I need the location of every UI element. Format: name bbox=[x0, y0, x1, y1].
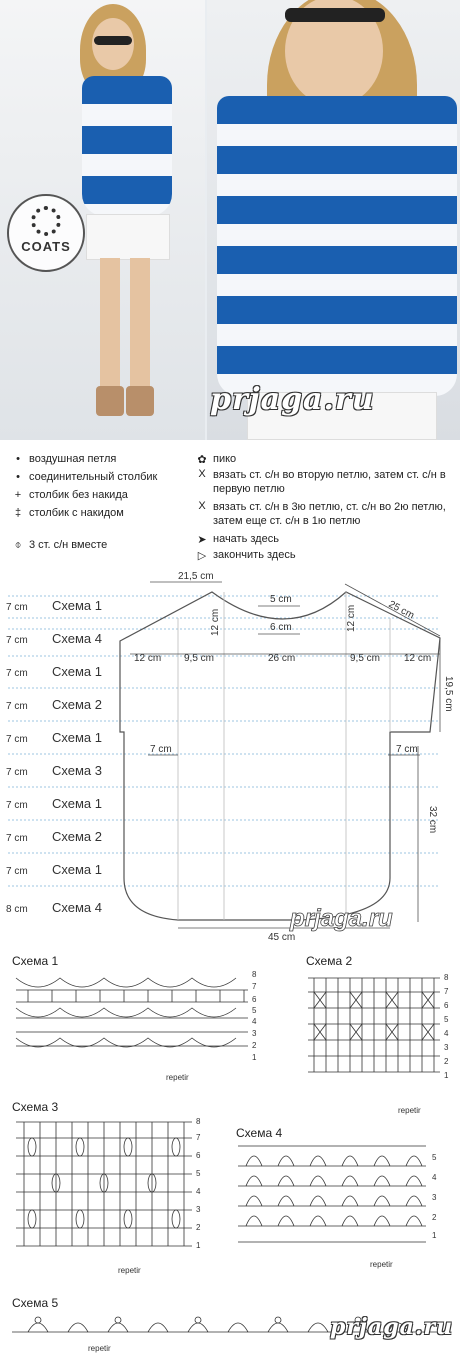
sweater bbox=[82, 76, 172, 216]
row-number: 5 bbox=[432, 1153, 437, 1162]
row-schema-name: Схема 2 bbox=[52, 697, 102, 712]
double-crochet-icon: ‡ bbox=[14, 507, 22, 519]
chart-title: Схема 5 bbox=[12, 1296, 59, 1310]
row-height: 7 cm bbox=[6, 668, 28, 679]
chart-title: Схема 2 bbox=[306, 954, 353, 968]
row-height: 7 cm bbox=[6, 767, 28, 778]
row-number: 3 bbox=[432, 1193, 437, 1202]
row-number: 5 bbox=[252, 1006, 257, 1015]
single-crochet-icon: + bbox=[14, 489, 22, 501]
repeat-label: repetir bbox=[118, 1266, 141, 1275]
svg-text:7 cm: 7 cm bbox=[396, 744, 418, 755]
legend-item: + столбик без накида bbox=[10, 488, 128, 502]
garment-schema bbox=[0, 566, 460, 950]
chart-schema-4 bbox=[226, 1138, 456, 1258]
start-arrow-icon: ➤ bbox=[197, 533, 207, 546]
row-number: 5 bbox=[444, 1015, 449, 1024]
sunglasses-icon bbox=[94, 36, 132, 45]
row-number: 2 bbox=[196, 1223, 201, 1232]
row-number: 6 bbox=[196, 1151, 201, 1160]
triple-crossed-stitch-icon: X bbox=[198, 500, 206, 512]
row-number: 8 bbox=[196, 1117, 201, 1126]
legend-item: • воздушная петля bbox=[10, 452, 116, 466]
watermark: prjaga.ru bbox=[210, 382, 375, 417]
svg-text:5 cm: 5 cm bbox=[270, 594, 292, 605]
svg-text:12 cm: 12 cm bbox=[404, 653, 432, 664]
svg-text:9,5 cm: 9,5 cm bbox=[350, 653, 381, 664]
row-height: 7 cm bbox=[6, 833, 28, 844]
row-schema-name: Схема 1 bbox=[52, 796, 102, 811]
picot-icon: ✿ bbox=[197, 453, 207, 466]
row-number: 6 bbox=[444, 1001, 449, 1010]
left-leg bbox=[100, 258, 120, 388]
row-number: 7 bbox=[252, 982, 257, 991]
watermark: prjaga.ru bbox=[290, 905, 393, 932]
row-height: 7 cm bbox=[6, 734, 28, 745]
row-schema-name: Схема 4 bbox=[52, 631, 102, 646]
svg-text:6 cm: 6 cm bbox=[270, 622, 292, 633]
svg-text:7 cm: 7 cm bbox=[150, 744, 172, 755]
legend-item: • соединительный столбик bbox=[10, 470, 157, 484]
chart-schema-1 bbox=[8, 968, 264, 1072]
cluster-icon: ⌽ bbox=[14, 538, 22, 551]
sunglasses-icon bbox=[285, 8, 385, 22]
legend-item: ‡ столбик с накидом bbox=[10, 506, 124, 520]
legend-item: ⌽ 3 ст. с/н вместе bbox=[10, 538, 107, 552]
row-schema-name: Схема 2 bbox=[52, 829, 102, 844]
chart-title: Схема 1 bbox=[12, 954, 59, 968]
svg-text:25 cm: 25 cm bbox=[386, 598, 416, 622]
row-schema-name: Схема 4 bbox=[52, 900, 102, 915]
end-arrow-icon: ▷ bbox=[197, 549, 207, 562]
row-number: 7 bbox=[444, 987, 449, 996]
row-number: 2 bbox=[252, 1041, 257, 1050]
slip-stitch-icon: • bbox=[16, 471, 20, 483]
repeat-label: repetir bbox=[370, 1260, 393, 1269]
row-number: 5 bbox=[196, 1169, 201, 1178]
svg-text:12 cm: 12 cm bbox=[210, 608, 221, 636]
model-photo-closeup bbox=[207, 0, 460, 440]
stitch-charts bbox=[0, 950, 460, 1357]
row-schema-name: Схема 1 bbox=[52, 664, 102, 679]
legend-item: ▷ закончить здесь bbox=[194, 548, 296, 562]
row-height: 7 cm bbox=[6, 800, 28, 811]
row-number: 1 bbox=[252, 1053, 257, 1062]
row-schema-name: Схема 1 bbox=[52, 598, 102, 613]
chart-title: Схема 3 bbox=[12, 1100, 59, 1114]
row-height: 7 cm bbox=[6, 866, 28, 877]
row-number: 2 bbox=[444, 1057, 449, 1066]
row-number: 8 bbox=[252, 970, 257, 979]
row-markers bbox=[6, 598, 102, 915]
row-number: 3 bbox=[444, 1043, 449, 1052]
row-height: 7 cm bbox=[6, 602, 28, 613]
coats-logo bbox=[7, 194, 85, 272]
garment-outline bbox=[120, 592, 440, 920]
svg-text:19,5 cm: 19,5 cm bbox=[443, 676, 454, 712]
svg-text:45 cm: 45 cm bbox=[268, 932, 296, 943]
row-number: 1 bbox=[432, 1231, 437, 1240]
row-number: 2 bbox=[432, 1213, 437, 1222]
right-shoe bbox=[126, 386, 154, 416]
row-number: 4 bbox=[252, 1017, 257, 1026]
repeat-label: repetir bbox=[166, 1073, 189, 1082]
chart-title: Схема 4 bbox=[236, 1126, 283, 1140]
dimension-lines bbox=[130, 582, 440, 928]
legend-item: ✿ пико bbox=[194, 452, 236, 466]
row-number: 4 bbox=[432, 1173, 437, 1182]
knot-icon bbox=[31, 206, 61, 236]
shorts bbox=[86, 214, 170, 260]
row-number: 8 bbox=[444, 973, 449, 982]
repeat-label: repetir bbox=[88, 1344, 111, 1353]
left-shoe bbox=[96, 386, 124, 416]
row-number: 1 bbox=[196, 1241, 201, 1250]
crossed-stitch-icon: X bbox=[198, 468, 206, 480]
row-height: 7 cm bbox=[6, 635, 28, 646]
svg-text:12 cm: 12 cm bbox=[134, 653, 162, 664]
row-number: 3 bbox=[252, 1029, 257, 1038]
row-number: 4 bbox=[196, 1187, 201, 1196]
legend-item: X вязать ст. с/н в 3ю петлю, ст. с/н во 2ю петлю, затем еще ст. с/н в 1ю петлю bbox=[194, 500, 460, 528]
dimension-labels bbox=[134, 571, 454, 943]
row-number: 4 bbox=[444, 1029, 449, 1038]
row-number: 1 bbox=[444, 1071, 449, 1080]
row-schema-name: Схема 1 bbox=[52, 862, 102, 877]
legend-item: X вязать ст. с/н во вторую петлю, затем ст. с/н в первую петлю bbox=[194, 468, 455, 496]
svg-text:26 cm: 26 cm bbox=[268, 653, 296, 664]
row-number: 7 bbox=[196, 1133, 201, 1142]
row-schema-name: Схема 1 bbox=[52, 730, 102, 745]
chain-icon: • bbox=[16, 453, 20, 465]
legend-item: ➤ начать здесь bbox=[194, 532, 279, 546]
repeat-label: repetir bbox=[398, 1106, 421, 1115]
right-leg bbox=[130, 258, 150, 388]
row-height: 8 cm bbox=[6, 904, 28, 915]
symbol-legend bbox=[0, 446, 460, 566]
svg-text:12 cm: 12 cm bbox=[346, 604, 357, 632]
logo-text: COATS bbox=[21, 239, 71, 254]
chart-schema-2 bbox=[300, 968, 456, 1088]
svg-text:9,5 cm: 9,5 cm bbox=[184, 653, 215, 664]
row-number: 6 bbox=[252, 995, 257, 1004]
row-schema-name: Схема 3 bbox=[52, 763, 102, 778]
watermark: prjaga.ru bbox=[330, 1314, 454, 1340]
photo-section bbox=[0, 0, 460, 440]
chart-schema-3 bbox=[8, 1114, 208, 1264]
svg-text:21,5 cm: 21,5 cm bbox=[178, 571, 214, 582]
sweater bbox=[217, 96, 457, 396]
row-number: 3 bbox=[196, 1205, 201, 1214]
row-height: 7 cm bbox=[6, 701, 28, 712]
svg-text:32 cm: 32 cm bbox=[427, 806, 438, 834]
